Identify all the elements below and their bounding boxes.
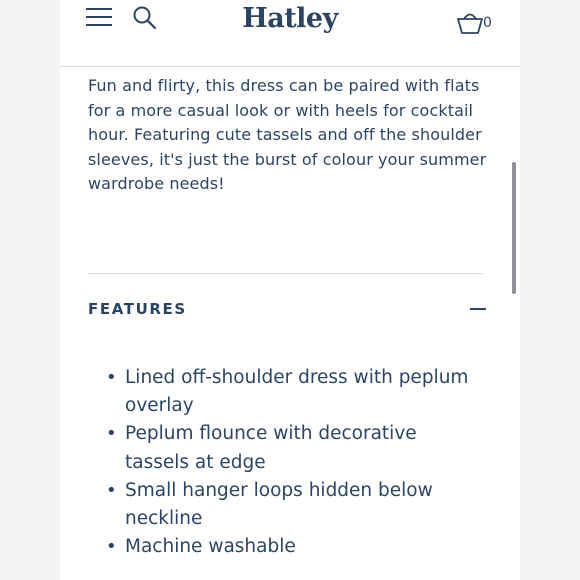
hamburger-menu-icon[interactable]: [86, 7, 112, 27]
search-icon[interactable]: [132, 5, 158, 31]
feature-text: Lined off-shoulder dress with peplum overlay: [125, 367, 469, 417]
hatley-logo[interactable]: Hatley: [242, 3, 338, 34]
list-item: [106, 533, 486, 561]
feature-text: Peplum flounce with decorative tassels at edge: [125, 423, 417, 473]
bullet-icon: •: [106, 423, 117, 445]
site-header: [60, 0, 520, 67]
product-page: [60, 0, 520, 580]
section-divider: [88, 273, 483, 274]
bullet-icon: •: [106, 479, 117, 501]
product-description: Fun and flirty, this dress can be paired with flats for a more casual look or with heels for cocktail hour. Featuring cute tassels and off the shoulder sleeves, it's just the burst of colour your summer wardrobe needs!: [88, 76, 487, 194]
list-item: [106, 477, 486, 533]
list-item: [106, 420, 486, 476]
feature-text: Small hanger loops hidden below neckline: [125, 479, 433, 530]
scrollbar-thumb[interactable]: [512, 162, 516, 294]
features-title: FEATURES: [88, 300, 187, 318]
bullet-icon: •: [106, 536, 117, 558]
feature-text: Machine washable: [125, 536, 296, 558]
cart-count-badge: 0: [483, 15, 492, 31]
bullet-icon: •: [106, 367, 117, 388]
features-accordion-toggle[interactable]: [88, 292, 486, 326]
shopping-basket-icon: [456, 8, 484, 36]
list-item: [106, 364, 486, 420]
features-list: [106, 364, 486, 561]
minus-collapse-icon: [470, 308, 486, 310]
